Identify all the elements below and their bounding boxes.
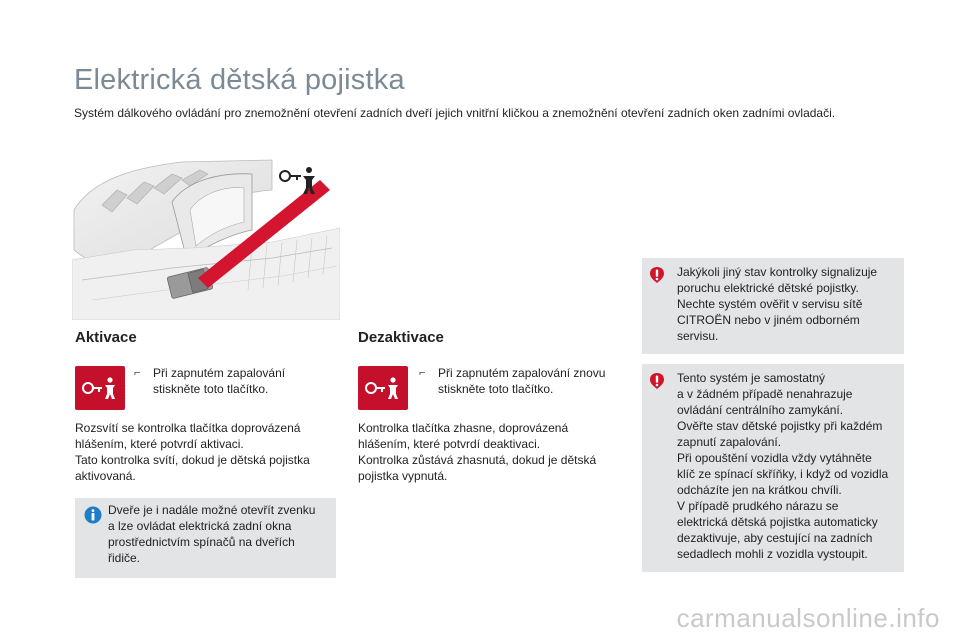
deactivation-line: hlášením, které potvrdí deaktivaci. bbox=[358, 437, 541, 451]
intro-text: Systém dálkového ovládání pro znemožnění otevření zadních dveří jejich vnitřní kličkou a znemožnění otevření zadních oken zadními ovladači. bbox=[74, 106, 836, 120]
watermark[interactable]: carmanualsonline.info bbox=[676, 603, 940, 633]
warning-line: sedadlech mohli z vozidla vystoupit. bbox=[677, 547, 868, 561]
activation-line: hlášením, které potvrdí aktivaci. bbox=[75, 437, 244, 451]
activation-heading: Aktivace bbox=[75, 329, 137, 346]
warning-icon bbox=[648, 266, 666, 284]
warning-line: a v žádném případě nenahrazuje bbox=[677, 387, 853, 401]
deactivation-step bbox=[419, 365, 618, 397]
door-panel-illustration bbox=[72, 150, 340, 320]
warning-line: Nechte systém ověřit v servisu sítě bbox=[677, 297, 863, 311]
warning-line: servisu. bbox=[677, 329, 719, 343]
warning-line: odcházíte jen na krátkou chvíli. bbox=[677, 483, 842, 497]
warning-line: Jakýkoli jiný stav kontrolky signalizuje bbox=[677, 265, 878, 279]
info-box-text bbox=[108, 502, 330, 566]
warning-line: dezaktivuje, aby cestující na zadních bbox=[677, 531, 873, 545]
activation-line: aktivovaná. bbox=[75, 469, 136, 483]
warning-line: klíč ze spínací skříňky, i když od vozidla bbox=[677, 467, 889, 481]
deactivation-line: Kontrolka zůstává zhasnutá, dokud je dětská bbox=[358, 453, 597, 467]
activation-step-text: Při zapnutém zapalování stiskněte toto tlačítko. bbox=[153, 366, 286, 396]
deactivation-line: Kontrolka tlačítka zhasne, doprovázená bbox=[358, 421, 569, 435]
activation-line: Tato kontrolka svítí, dokud je dětská pojistka bbox=[75, 453, 310, 467]
info-line: řidiče. bbox=[108, 551, 141, 565]
warning-line: ovládání centrálního zamykání. bbox=[677, 403, 844, 417]
warning-2-text bbox=[677, 370, 901, 562]
activation-line: Rozsvítí se kontrolka tlačítka doprovázená bbox=[75, 421, 301, 435]
deactivation-heading: Dezaktivace bbox=[358, 329, 444, 346]
warning-1-text bbox=[677, 264, 899, 344]
activation-step bbox=[134, 365, 313, 397]
warning-line: Ověřte stav dětské pojistky při každém bbox=[677, 419, 883, 433]
deactivation-line: pojistka vypnutá. bbox=[358, 469, 448, 483]
info-line: Dveře je i nadále možné otevřít zvenku bbox=[108, 503, 316, 517]
warning-line: zapnutí zapalování. bbox=[677, 435, 782, 449]
warning-line: poruchu elektrické dětské pojistky. bbox=[677, 281, 859, 295]
child-lock-button-icon bbox=[358, 366, 408, 410]
activation-description bbox=[75, 420, 345, 484]
deactivation-step-text: Při zapnutém zapalování znovu stiskněte toto tlačítko. bbox=[438, 366, 606, 396]
info-line: prostřednictvím spínačů na dveřích bbox=[108, 535, 295, 549]
child-lock-icon bbox=[80, 375, 120, 401]
warning-line: elektrická dětská pojistka automaticky bbox=[677, 515, 878, 529]
page-title: Elektrická dětská pojistka bbox=[74, 64, 405, 96]
warning-icon bbox=[648, 372, 666, 390]
info-line: a lze ovládat elektrická zadní okna bbox=[108, 519, 292, 533]
bullet-icon: ⌐ bbox=[419, 367, 426, 379]
bullet-icon: ⌐ bbox=[134, 367, 141, 379]
info-icon bbox=[84, 506, 102, 524]
child-lock-icon bbox=[363, 375, 403, 401]
child-lock-button-icon bbox=[75, 366, 125, 410]
warning-line: Při opouštění vozidla vždy vytáhněte bbox=[677, 451, 872, 465]
warning-line: CITROËN nebo v jiném odborném bbox=[677, 313, 860, 327]
warning-line: Tento systém je samostatný bbox=[677, 371, 826, 385]
deactivation-description bbox=[358, 420, 628, 484]
warning-line: V případě prudkého nárazu se bbox=[677, 499, 839, 513]
